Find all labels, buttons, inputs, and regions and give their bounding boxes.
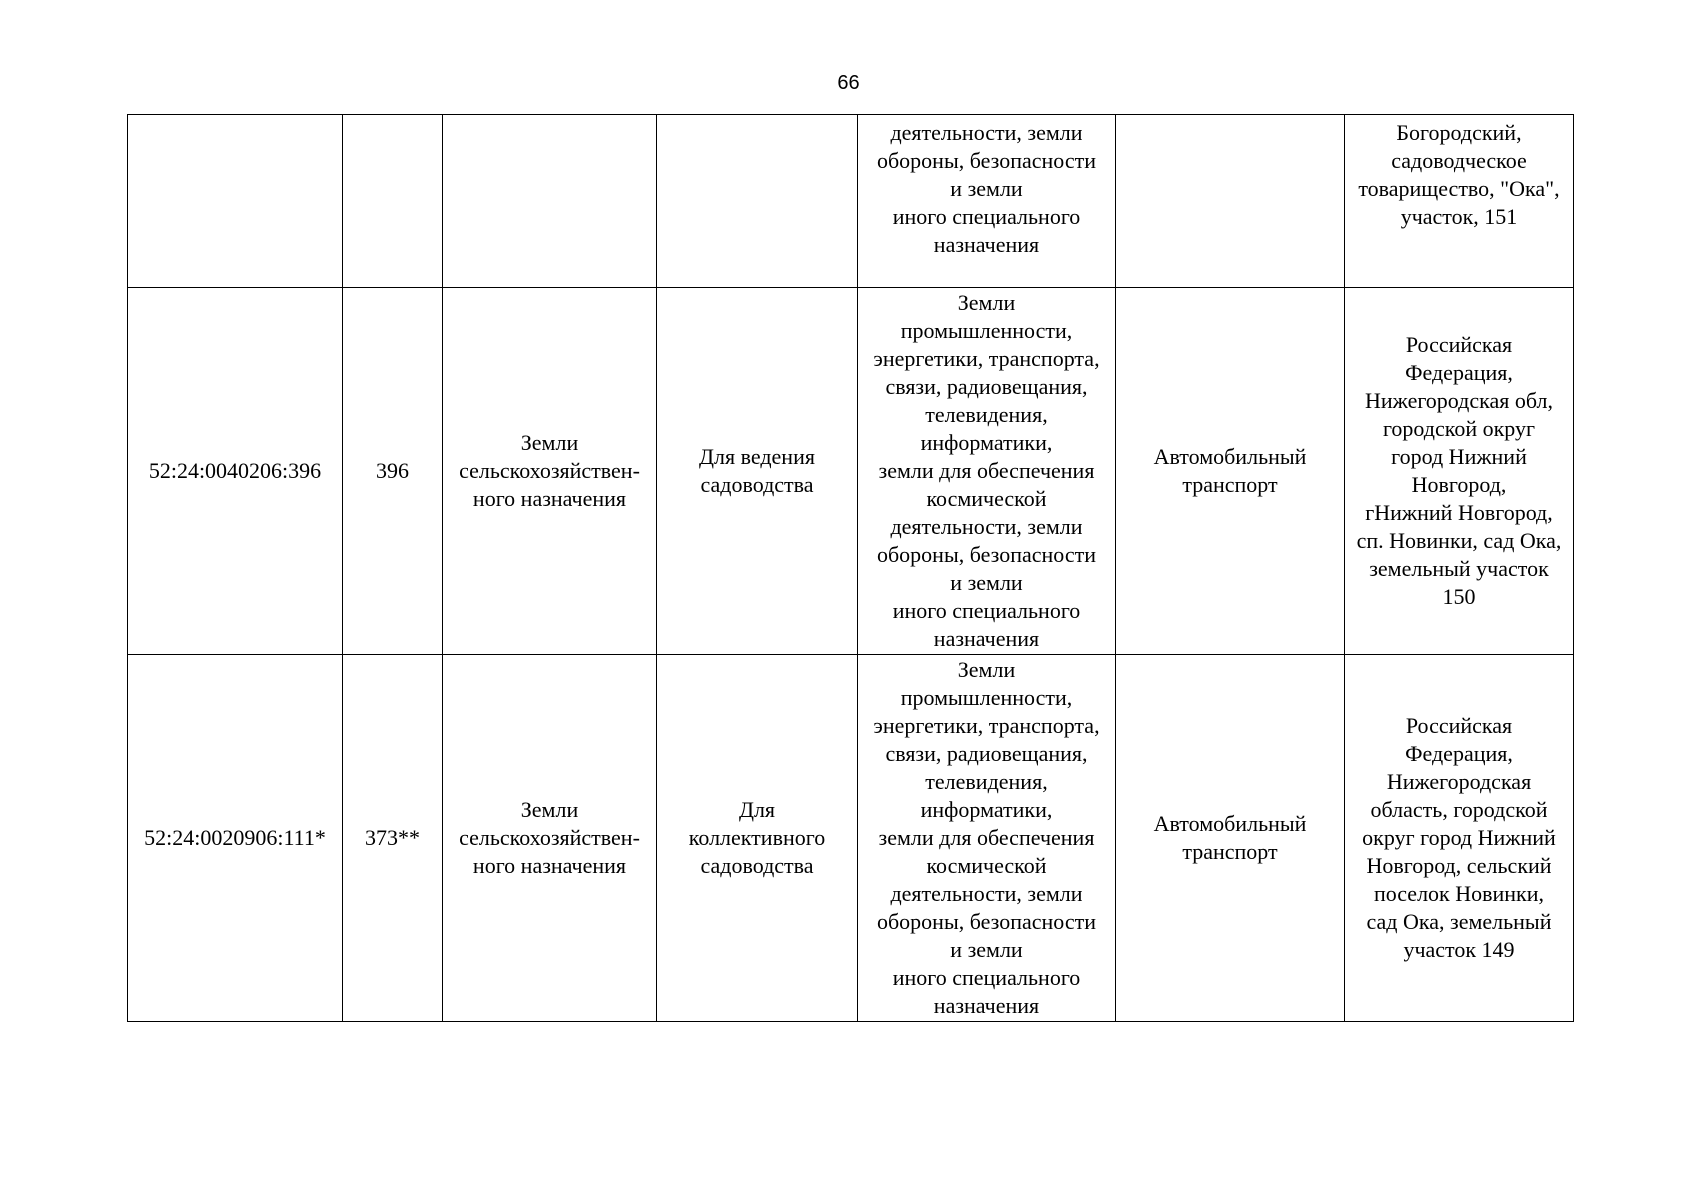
- transport-type-cell: Автомобильный транспорт: [1116, 288, 1345, 655]
- table-row: [128, 115, 1574, 288]
- address-cell: Богородский, садоводческое товарищество, "Ока", участок, 151: [1345, 115, 1574, 288]
- land-plots-table: [127, 114, 1574, 1022]
- transport-type-cell: [1116, 115, 1345, 288]
- zone-category-cell: деятельности, земли обороны, безопасности и земли иного специального назначения: [858, 115, 1116, 288]
- permitted-use-cell: [657, 115, 858, 288]
- cadastral-number-cell: 52:24:0040206:396: [128, 288, 343, 655]
- zone-category-cell: Земли промышленности, энергетики, транспорта, связи, радиовещания, телевидения, информатики, земли для обеспечения космической деятельности, земли обороны, безопасности и земли иного специального назначения: [858, 655, 1116, 1022]
- permitted-use-cell: Для коллективного садоводства: [657, 655, 858, 1022]
- table-row: [128, 288, 1574, 655]
- area-cell: 373**: [343, 655, 443, 1022]
- address-cell: Российская Федерация, Нижегородская обл, городской округ город Нижний Новгород, гНижний Новгород, сп. Новинки, сад Ока, земельный участок 150: [1345, 288, 1574, 655]
- area-cell: 396: [343, 288, 443, 655]
- land-category-cell: [443, 115, 657, 288]
- zone-category-cell: Земли промышленности, энергетики, транспорта, связи, радиовещания, телевидения, информатики, земли для обеспечения космической деятельности, земли обороны, безопасности и земли иного специального назначения: [858, 288, 1116, 655]
- address-cell: Российская Федерация, Нижегородская область, городской округ город Нижний Новгород, сельский поселок Новинки, сад Ока, земельный участок 149: [1345, 655, 1574, 1022]
- page-number: 66: [837, 72, 860, 94]
- land-category-cell: Земли сельскохозяйствен- ного назначения: [443, 655, 657, 1022]
- cadastral-number-cell: [128, 115, 343, 288]
- permitted-use-cell: Для ведения садоводства: [657, 288, 858, 655]
- cadastral-number-cell: 52:24:0020906:111*: [128, 655, 343, 1022]
- area-cell: [343, 115, 443, 288]
- land-category-cell: Земли сельскохозяйствен- ного назначения: [443, 288, 657, 655]
- transport-type-cell: Автомобильный транспорт: [1116, 655, 1345, 1022]
- table-row: [128, 655, 1574, 1022]
